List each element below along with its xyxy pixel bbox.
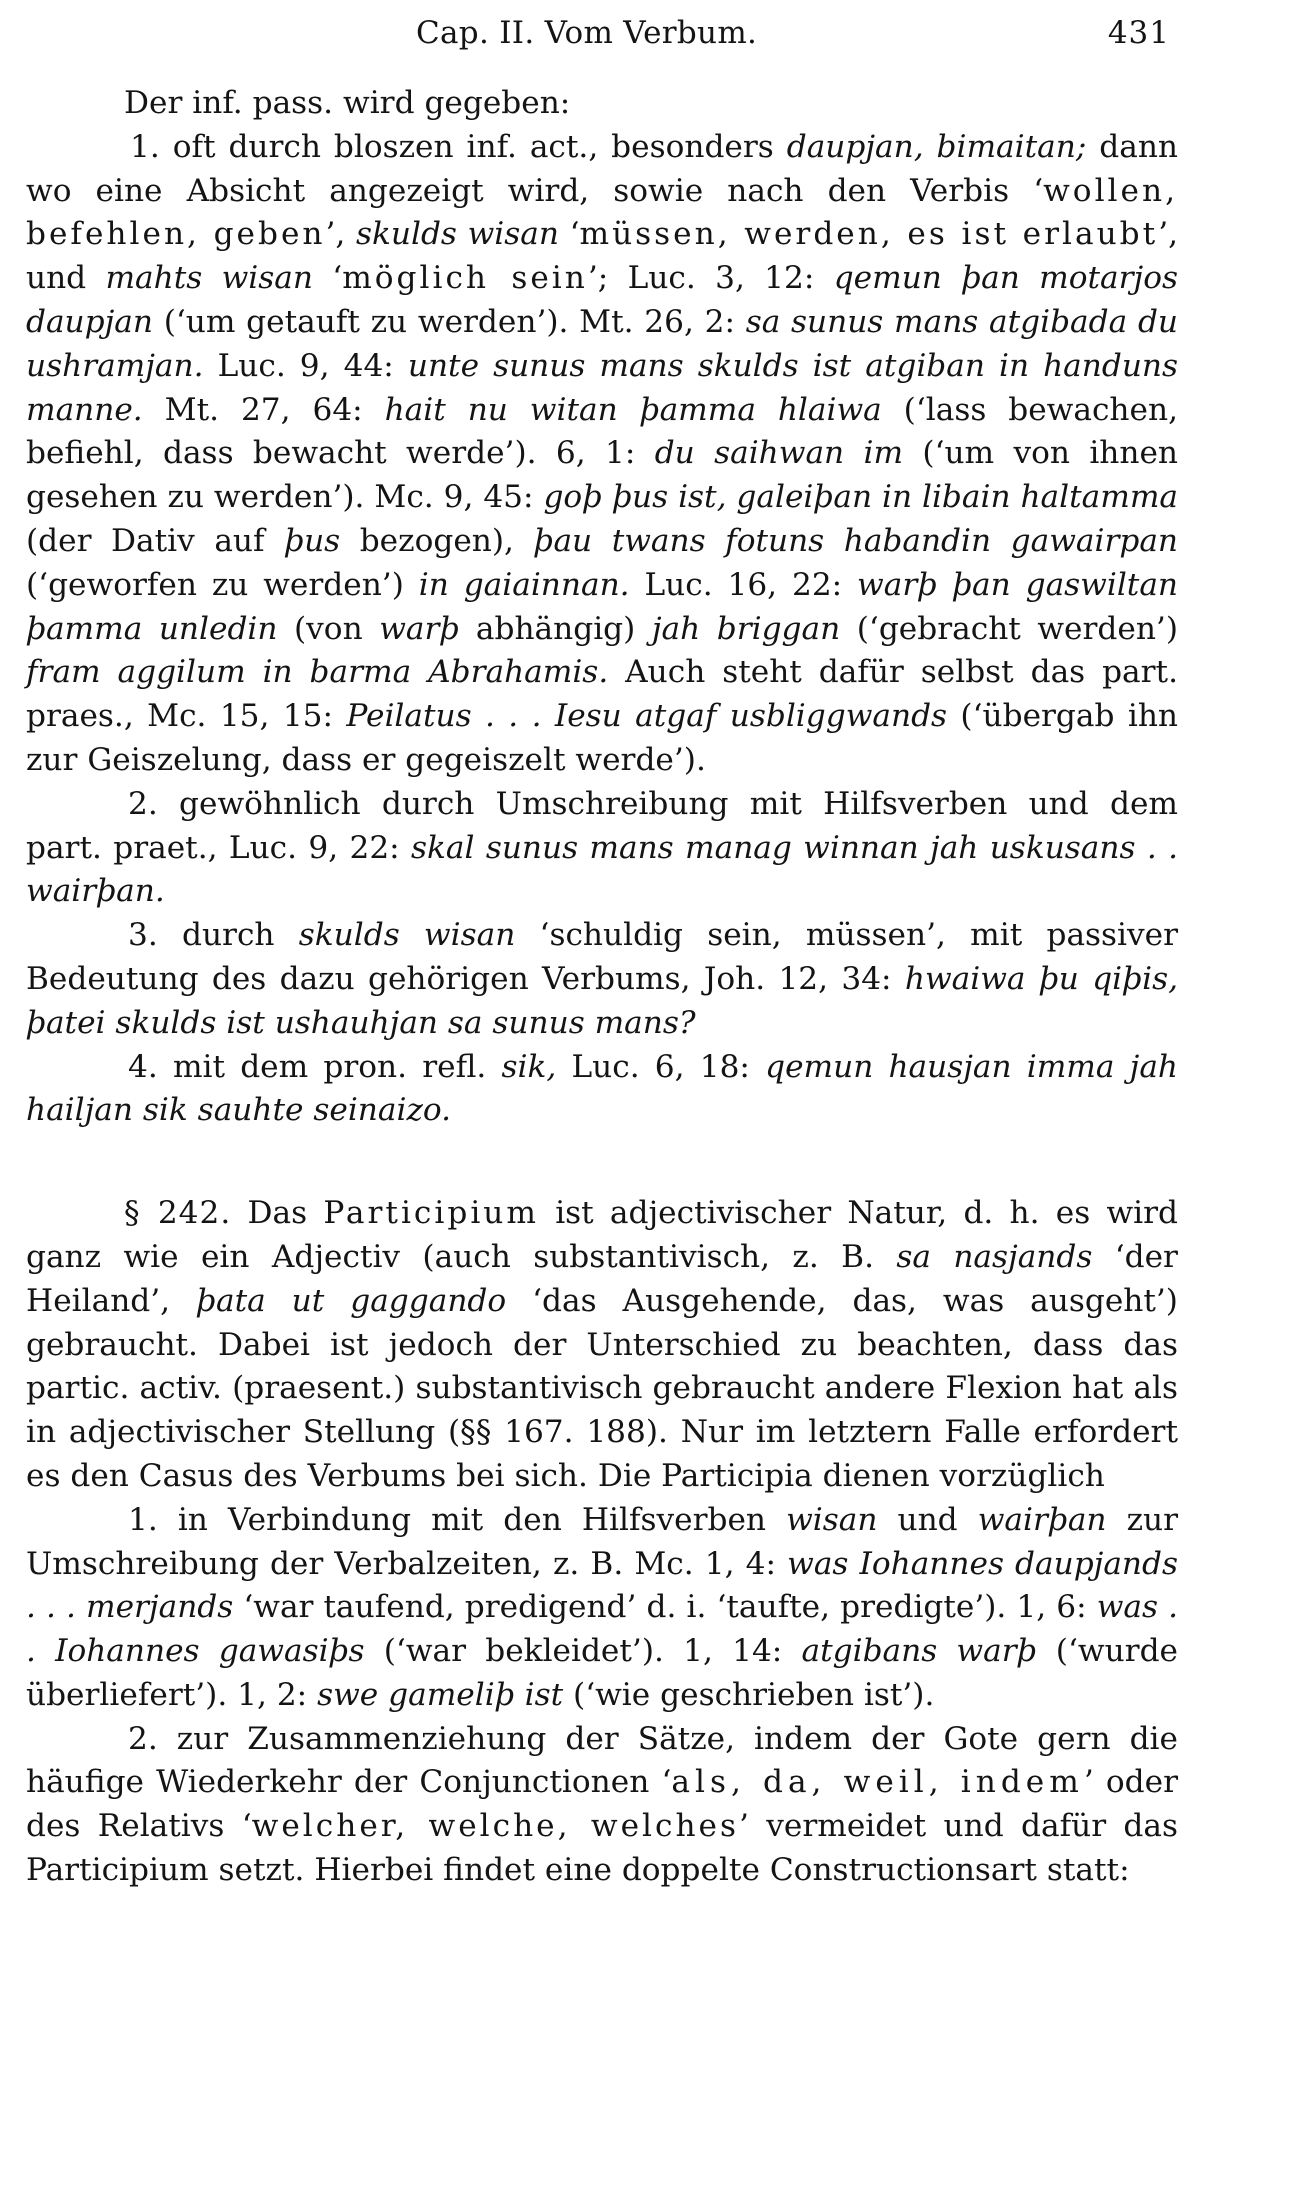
item-number: 2. bbox=[128, 785, 158, 822]
gothic-quote: du saihwan im bbox=[654, 435, 904, 472]
text-run: oft durch bloszen inf. act., besonders bbox=[159, 128, 787, 165]
text-run: ‘schuldig sein, müssen’, mit passiver Bedeutung des dazu gehörigen Verbums, Joh. 12, 34: bbox=[26, 917, 1179, 997]
gothic-quote: mahts wisan bbox=[105, 260, 313, 297]
text-run: bezogen), bbox=[340, 522, 534, 559]
text-run: Luc. 9, 44: bbox=[203, 347, 408, 384]
section-gap bbox=[26, 1133, 1178, 1192]
text-run: (‘gebracht werden’) bbox=[840, 610, 1178, 647]
paragraph-item-4-pron-refl bbox=[26, 1046, 1178, 1134]
text-run: Mt. 27, 64: bbox=[142, 391, 385, 428]
gothic-quote: þata ut gaggando bbox=[196, 1282, 507, 1319]
gothic-quote: in gaiainnan. bbox=[418, 566, 630, 603]
paragraph-item-3-skulds-wisan bbox=[26, 914, 1178, 1045]
gothic-quote: qemun þan motarjos daupjan bbox=[26, 260, 1178, 340]
text-run: Das bbox=[231, 1195, 324, 1232]
text-run: ’, und bbox=[26, 216, 1179, 297]
paragraph-inf-pass-intro bbox=[26, 82, 1178, 126]
spaced-text: wollen, befehlen, geben bbox=[26, 172, 1178, 253]
item-number: 2. bbox=[128, 1720, 158, 1757]
section-number: § 242. bbox=[124, 1195, 232, 1232]
paragraph-section-242 bbox=[26, 1192, 1178, 1499]
item-number: 1. bbox=[130, 128, 160, 165]
gothic-quote: atgibans warþ bbox=[801, 1633, 1037, 1670]
item-number: 1. bbox=[128, 1501, 158, 1538]
text-run: dann wo eine Absicht angezeigt wird, sowie nach den Verbis ‘ bbox=[26, 128, 1178, 209]
text-run: ‘das Ausgehende, das, was ausgeht’) gebraucht. Dabei ist jedoch der Unterschied zu beachten, dass das partic. activ. (praesent.) substantivisch gebraucht andere Flexion hat als in adjectivischer Stellung (§§ 167. 188). Nur im letztern Falle erfordert es den Casus des Verbums bei sich. Die Participia dienen vorzüglich bbox=[26, 1282, 1178, 1494]
text-run: (von bbox=[277, 610, 380, 647]
spaced-text: als, da, weil, indem bbox=[671, 1764, 1084, 1801]
text-run: (‘lass bewachen, befiehl, dass bewacht werde’). 6, 1: bbox=[26, 391, 1178, 472]
gothic-quote: was . . Iohannes gawasiþs bbox=[26, 1589, 1178, 1670]
gothic-quote: qemun hausjan imma jah hailjan sik sauhte seinaizo. bbox=[26, 1048, 1178, 1129]
text-run: (‘um von ihnen gesehen zu werden’). Mc. 9, 45: bbox=[26, 435, 1179, 516]
text-run: (‘übergab ihn zur Geiszelung, dass er gegeiszelt werde’). bbox=[26, 698, 1178, 778]
paragraph-item-2-umschreibung bbox=[26, 783, 1178, 914]
running-head bbox=[26, 8, 1178, 58]
text-run: ‘war taufend, predigend’ d. i. ‘taufte, predigte’). 1, 6: bbox=[233, 1589, 1097, 1626]
text-run: (‘geworfen zu werden’) bbox=[26, 566, 419, 603]
text-run: (‘wurde überliefert’). 1, 2: bbox=[26, 1633, 1178, 1713]
paragraph-participle-item-2 bbox=[26, 1718, 1178, 1893]
page-number: 431 bbox=[1107, 15, 1170, 51]
text-run: gewöhnlich durch Umschreibung mit Hilfsverben und dem part. praet., Luc. 9, 22: bbox=[26, 785, 1178, 866]
paragraph-item-1-inf-act bbox=[26, 126, 1178, 783]
text-run: ’, bbox=[325, 216, 356, 253]
text-run: ‘der Heiland’, bbox=[26, 1238, 1178, 1319]
paragraph-text: Der inf. pass. wird gegeben: bbox=[124, 85, 571, 121]
text-run: (‘um getauft zu werden’). Mt. 26, 2: bbox=[152, 303, 746, 340]
gothic-quote: was Iohannes daupjands . . . merjands bbox=[26, 1545, 1178, 1626]
text-run: zur Umschreibung der Verbalzeiten, z. B. Mc. 1, 4: bbox=[26, 1501, 1178, 1582]
running-head-title: Cap. II. Vom Verbum. bbox=[416, 15, 758, 51]
spaced-text: müssen, werden, es ist erlaubt bbox=[579, 216, 1159, 253]
gothic-quote: fram aggilum in barma Abrahamis. bbox=[26, 654, 609, 691]
text-run: und bbox=[877, 1501, 978, 1538]
gothic-quote: jah briggan bbox=[651, 610, 841, 647]
text-run: Luc. 16, 22: bbox=[629, 566, 858, 603]
gothic-quote: hait nu witan þamma hlaiwa bbox=[384, 391, 882, 428]
gothic-quote: sik, bbox=[501, 1048, 557, 1085]
gothic-quote: þus bbox=[284, 522, 341, 559]
text-run: (‘wie geschrieben ist’). bbox=[563, 1676, 935, 1713]
spaced-text: möglich sein bbox=[342, 260, 588, 297]
gothic-quote: warþ bbox=[379, 610, 460, 647]
text-run: ‘ bbox=[312, 260, 343, 297]
gothic-quote: skulds wisan bbox=[356, 216, 559, 253]
gothic-quote: wisan bbox=[786, 1501, 878, 1538]
text-run: mit dem pron. refl. bbox=[157, 1048, 502, 1085]
text-run: ‘ bbox=[558, 216, 580, 253]
text-run: ’ oder des Relativs ‘ bbox=[26, 1764, 1179, 1845]
gothic-quote: unte sunus mans skulds ist atgiban in handuns manne. bbox=[26, 347, 1178, 428]
text-run: Luc. 6, 18: bbox=[556, 1048, 766, 1085]
gothic-quote: daupjan, bimaitan; bbox=[786, 128, 1087, 165]
body-text bbox=[26, 82, 1178, 1893]
text-run: ’ vermeidet und dafür das Participium setzt. Hierbei findet eine doppelte Constructionsart statt: bbox=[26, 1808, 1178, 1889]
item-number: 4. bbox=[128, 1048, 158, 1085]
gothic-quote: goþ þus ist, galeiþan in libain haltamma bbox=[543, 479, 1178, 516]
text-run: (der Dativ auf bbox=[26, 522, 285, 559]
text-run: Auch steht dafür selbst das part. praes., Mc. 15, 15: bbox=[26, 654, 1178, 735]
gothic-quote: warþ þan gaswiltan þamma unledin bbox=[26, 566, 1179, 647]
gothic-quote: skulds wisan bbox=[298, 917, 516, 954]
gothic-quote: hwaiwa þu qiþis, þatei skulds ist ushauhjan sa sunus mans? bbox=[26, 960, 1179, 1041]
gothic-quote: sa sunus mans atgibada du ushramjan. bbox=[26, 303, 1178, 384]
gothic-quote: Peilatus . . . Iesu atgaf usbliggwands bbox=[346, 698, 948, 735]
text-run: in Verbindung mit den Hilfsverben bbox=[157, 1501, 787, 1538]
text-run: durch bbox=[157, 917, 299, 954]
text-run: ist adjectivischer Natur, d. h. es wird ganz wie ein Adjectiv (auch substantivisch, z. B. bbox=[26, 1195, 1178, 1275]
gothic-quote: skal sunus mans manag winnan jah uskusans . . wairþan. bbox=[26, 829, 1178, 910]
spaced-text: welcher, welche, welches bbox=[251, 1808, 740, 1845]
spaced-text: Participium bbox=[323, 1195, 539, 1232]
text-run: zur Zusammenziehung der Sätze, indem der Gote gern die häufige Wiederkehr der Conjunctionen ‘ bbox=[26, 1720, 1178, 1801]
paragraph-participle-item-1 bbox=[26, 1499, 1178, 1718]
gothic-quote: sa nasjands bbox=[896, 1238, 1093, 1275]
gothic-quote: swe gameliþ ist bbox=[317, 1676, 564, 1713]
text-run: (‘war bekleidet’). 1, 14: bbox=[364, 1633, 802, 1670]
text-run: abhängig) bbox=[459, 610, 652, 647]
gothic-quote: þau twans fotuns habandin gawairpan bbox=[533, 522, 1179, 559]
item-number: 3. bbox=[128, 917, 158, 954]
text-run: ’; Luc. 3, 12: bbox=[587, 260, 834, 297]
gothic-quote: wairþan bbox=[977, 1501, 1107, 1538]
